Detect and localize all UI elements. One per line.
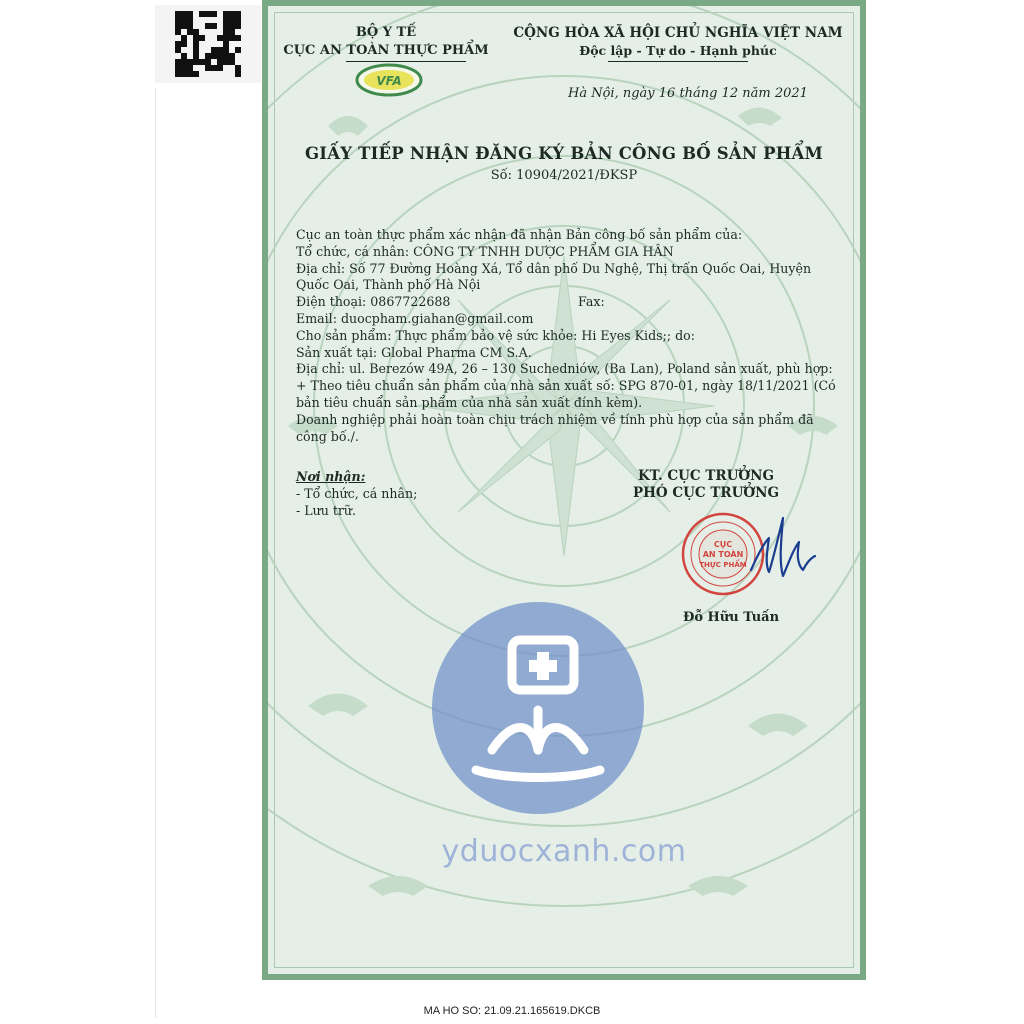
recipient-item: - Tổ chức, cá nhân; bbox=[296, 486, 418, 501]
product-text: Cho sản phẩm: Thực phẩm bảo vệ sức khỏe: Hi Eyes Kids;; do: bbox=[296, 327, 695, 343]
signatory-title-line2: PHÓ CỤC TRƯỞNG bbox=[633, 485, 779, 501]
qr-code-pattern bbox=[175, 11, 241, 77]
email-text: Email: duocpham.giahan@gmail.com bbox=[296, 310, 534, 326]
recipient-item: - Lưu trữ. bbox=[296, 503, 357, 518]
qr-code bbox=[155, 5, 261, 83]
handwritten-signature bbox=[743, 512, 823, 592]
stamp-text-line2: AN TOÀN bbox=[702, 550, 744, 559]
signatory-title-line1: KT. CỤC TRƯỞNG bbox=[637, 468, 775, 484]
phone-text: Điện thoại: 0867722688 bbox=[296, 294, 451, 310]
watermark-text: yduocxanh.com bbox=[441, 834, 687, 869]
certificate-frame bbox=[262, 0, 866, 980]
signatory-title bbox=[616, 468, 796, 502]
watermark-logo bbox=[430, 600, 646, 816]
agency-name: CỤC AN TOÀN THỰC PHẨM bbox=[283, 43, 489, 58]
stamp-text-line1: CỤC bbox=[713, 540, 733, 549]
national-header bbox=[498, 24, 858, 60]
manufacturer-address-text: Địa chỉ: ul. Berezów 49A, 26 – 130 Suchedniów, (Ba Lan), Poland sản xuất, phù hợp: bbox=[296, 361, 833, 377]
record-code: MA HO SO: 21.09.21.165619.DKCB bbox=[423, 1005, 601, 1017]
vfa-logo bbox=[354, 62, 424, 98]
address-text: Địa chỉ: Số 77 Đường Hoàng Xá, Tổ dân phố Du Nghệ, Thị trấn Quốc Oai, Huyện Quốc Oai, Thành phố Hà Nội bbox=[296, 260, 812, 293]
issuer-header bbox=[276, 24, 496, 60]
recipients-heading: Nơi nhận: bbox=[296, 469, 366, 484]
standard-text: + Theo tiêu chuẩn sản phẩm của nhà sản xuất số: SPG 870-01, ngày 18/11/2021 (Có bản tiêu chuẩn sản phẩm của nhà sản xuất đính kèm). bbox=[296, 378, 836, 410]
stamp-text-line3: THỰC PHẨM bbox=[699, 561, 747, 569]
motto-underline bbox=[608, 61, 748, 62]
ministry-name: BỘ Y TẾ bbox=[355, 25, 417, 40]
recipients bbox=[296, 468, 417, 519]
national-motto: Độc lập - Tự do - Hạnh phúc bbox=[579, 43, 777, 58]
manufacturer-text: Sản xuất tại: Global Pharma CM S.A. bbox=[296, 344, 532, 360]
country-name: CỘNG HÒA XÃ HỘI CHỦ NGHĨA VIỆT NAM bbox=[513, 25, 843, 41]
certificate-body bbox=[296, 227, 836, 445]
document-number: Số: 10904/2021/ĐKSP bbox=[490, 168, 638, 183]
issue-date: Hà Nội, ngày 16 tháng 12 năm 2021 bbox=[568, 86, 808, 101]
responsibility-text: Doanh nghiệp phải hoàn toàn chịu trách nhiệm về tính phù hợp của sản phẩm đã công bố./. bbox=[296, 411, 814, 444]
divider bbox=[155, 88, 156, 1018]
fax-text: Fax: bbox=[578, 294, 605, 310]
phone-row bbox=[296, 294, 836, 311]
organization-text: Tổ chức, cá nhân: CÔNG TY TNHH DƯỢC PHẨM GIA HÂN bbox=[296, 243, 674, 259]
document-title: GIẤY TIẾP NHẬN ĐĂNG KÝ BẢN CÔNG BỐ SẢN PHẨM bbox=[305, 144, 823, 163]
vfa-logo-text: VFA bbox=[376, 74, 402, 88]
signer-name: Đỗ Hữu Tuấn bbox=[682, 610, 780, 625]
qr-module bbox=[235, 71, 241, 77]
intro-text: Cục an toàn thực phẩm xác nhận đã nhận Bản công bố sản phẩm của: bbox=[296, 227, 743, 242]
